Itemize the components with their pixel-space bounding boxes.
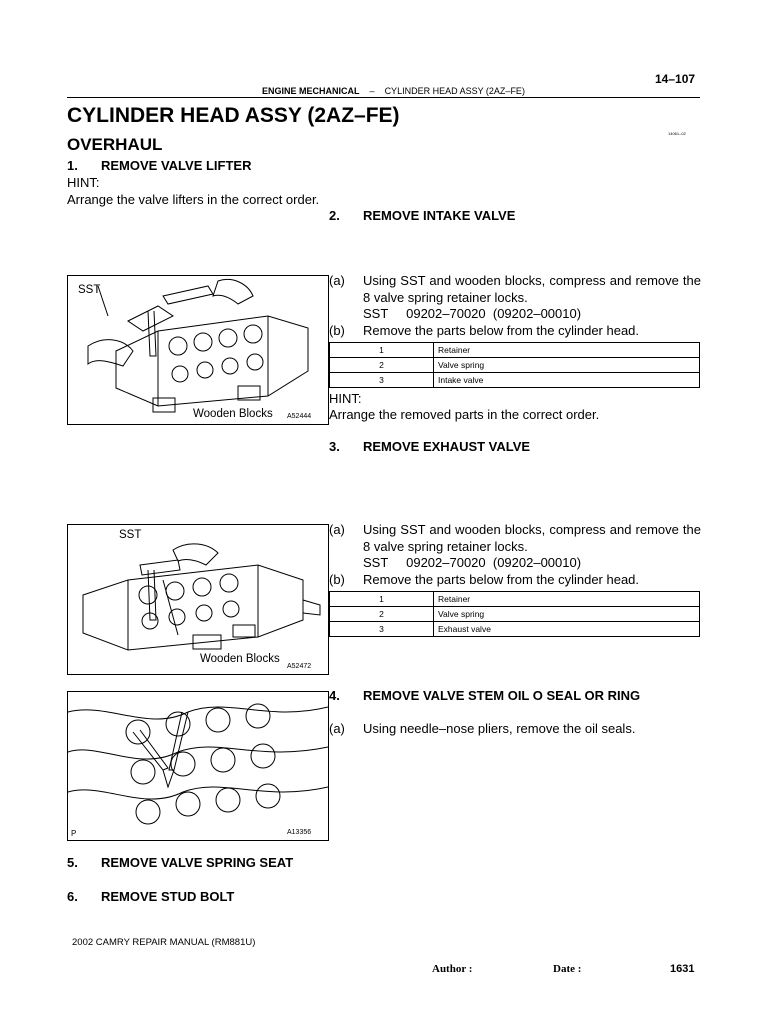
pliers-illustration bbox=[68, 692, 328, 840]
running-header bbox=[262, 86, 525, 96]
substep-text: Using SST and wooden blocks, compress and remove the 8 valve spring retainer locks. bbox=[363, 522, 701, 554]
part-number: 3 bbox=[330, 373, 434, 388]
figure-oil-seal bbox=[67, 691, 329, 841]
step-number: 1. bbox=[67, 158, 78, 173]
substep-key: (a) bbox=[329, 522, 345, 537]
step-label: REMOVE VALVE STEM OIL O SEAL OR RING bbox=[363, 688, 641, 703]
step-5-heading bbox=[67, 855, 293, 870]
step-4-heading bbox=[329, 688, 640, 703]
part-number: 1 bbox=[330, 343, 434, 358]
substep-key: (b) bbox=[329, 322, 345, 338]
step-label: REMOVE INTAKE VALVE bbox=[363, 208, 516, 223]
step-number: 3. bbox=[329, 439, 340, 454]
cylinder-head-illustration bbox=[68, 525, 328, 674]
header-separator: – bbox=[369, 86, 375, 96]
part-number: 1 bbox=[330, 592, 434, 607]
substep-text: Remove the parts below from the cylinder head. bbox=[363, 322, 640, 338]
figure-label-sst: SST bbox=[119, 529, 142, 541]
step-2-hint-text: Arrange the removed parts in the correct order. bbox=[329, 407, 600, 422]
page-title: CYLINDER HEAD ASSY (2AZ–FE) bbox=[67, 104, 400, 127]
footer-page-number: 1631 bbox=[670, 963, 695, 975]
step-2-hint-label: HINT: bbox=[329, 391, 362, 406]
step-3-heading bbox=[329, 439, 530, 454]
step-number: 5. bbox=[67, 855, 78, 870]
step-label: REMOVE EXHAUST VALVE bbox=[363, 439, 531, 454]
step-1-hint-label: HINT: bbox=[67, 175, 100, 190]
footer-author: Author : bbox=[432, 963, 473, 975]
figure-label-wooden-blocks: Wooden Blocks bbox=[193, 408, 273, 420]
substep-text: Using SST and wooden blocks, compress and remove the 8 valve spring retainer locks. bbox=[363, 273, 701, 305]
header-rule bbox=[67, 97, 700, 98]
figure-intake-valve bbox=[67, 275, 329, 425]
step-1-hint-text: Arrange the valve lifters in the correct order. bbox=[67, 192, 320, 207]
step-label: REMOVE STUD BOLT bbox=[101, 889, 235, 904]
header-section: ENGINE MECHANICAL bbox=[262, 86, 360, 96]
part-name: Retainer bbox=[434, 343, 700, 358]
step-number: 4. bbox=[329, 688, 340, 703]
figure-id: A52472 bbox=[287, 663, 312, 670]
substep-text: Using needle–nose pliers, remove the oil seals. bbox=[363, 721, 636, 736]
header-subsection: CYLINDER HEAD ASSY (2AZ–FE) bbox=[384, 86, 525, 96]
part-name: Intake valve bbox=[434, 373, 700, 388]
substep-text: Remove the parts below from the cylinder head. bbox=[363, 571, 640, 587]
parts-table-intake bbox=[329, 342, 700, 388]
table-row bbox=[330, 592, 700, 607]
step-1-heading bbox=[67, 158, 251, 173]
step-6-heading bbox=[67, 889, 234, 904]
figure-corner-mark: P bbox=[71, 829, 77, 838]
step-2-instructions bbox=[329, 273, 701, 339]
page-subtitle: OVERHAUL bbox=[67, 135, 163, 154]
page-number: 14–107 bbox=[655, 72, 696, 86]
step-3-instructions bbox=[329, 522, 701, 588]
figure-label-sst: SST bbox=[78, 284, 101, 296]
sst-number: SST 09202–70020 (09202–00010) bbox=[363, 306, 582, 321]
substep-key: (a) bbox=[329, 273, 345, 288]
part-name: Valve spring bbox=[434, 607, 700, 622]
table-row bbox=[330, 607, 700, 622]
figure-exhaust-valve bbox=[67, 524, 329, 675]
doc-code: 14061–02 bbox=[668, 131, 686, 136]
part-number: 3 bbox=[330, 622, 434, 637]
part-name: Valve spring bbox=[434, 358, 700, 373]
part-name: Exhaust valve bbox=[434, 622, 700, 637]
step-2-heading bbox=[329, 208, 515, 223]
cylinder-head-illustration bbox=[68, 276, 328, 424]
part-number: 2 bbox=[330, 607, 434, 622]
figure-id: A52444 bbox=[287, 413, 312, 420]
parts-table-exhaust bbox=[329, 591, 700, 637]
figure-id: A13356 bbox=[287, 829, 312, 836]
step-4-instructions bbox=[329, 721, 701, 738]
table-row bbox=[330, 373, 700, 388]
part-number: 2 bbox=[330, 358, 434, 373]
footer-date: Date : bbox=[553, 963, 582, 975]
step-number: 6. bbox=[67, 889, 78, 904]
step-number: 2. bbox=[329, 208, 340, 223]
step-label: REMOVE VALVE LIFTER bbox=[101, 158, 252, 173]
table-row bbox=[330, 358, 700, 373]
figure-label-wooden-blocks: Wooden Blocks bbox=[200, 653, 280, 665]
step-label: REMOVE VALVE SPRING SEAT bbox=[101, 855, 294, 870]
table-row bbox=[330, 622, 700, 637]
substep-key: (a) bbox=[329, 721, 345, 736]
sst-number: SST 09202–70020 (09202–00010) bbox=[363, 555, 582, 570]
footer-manual: 2002 CAMRY REPAIR MANUAL (RM881U) bbox=[72, 937, 256, 948]
table-row bbox=[330, 343, 700, 358]
part-name: Retainer bbox=[434, 592, 700, 607]
substep-key: (b) bbox=[329, 571, 345, 587]
